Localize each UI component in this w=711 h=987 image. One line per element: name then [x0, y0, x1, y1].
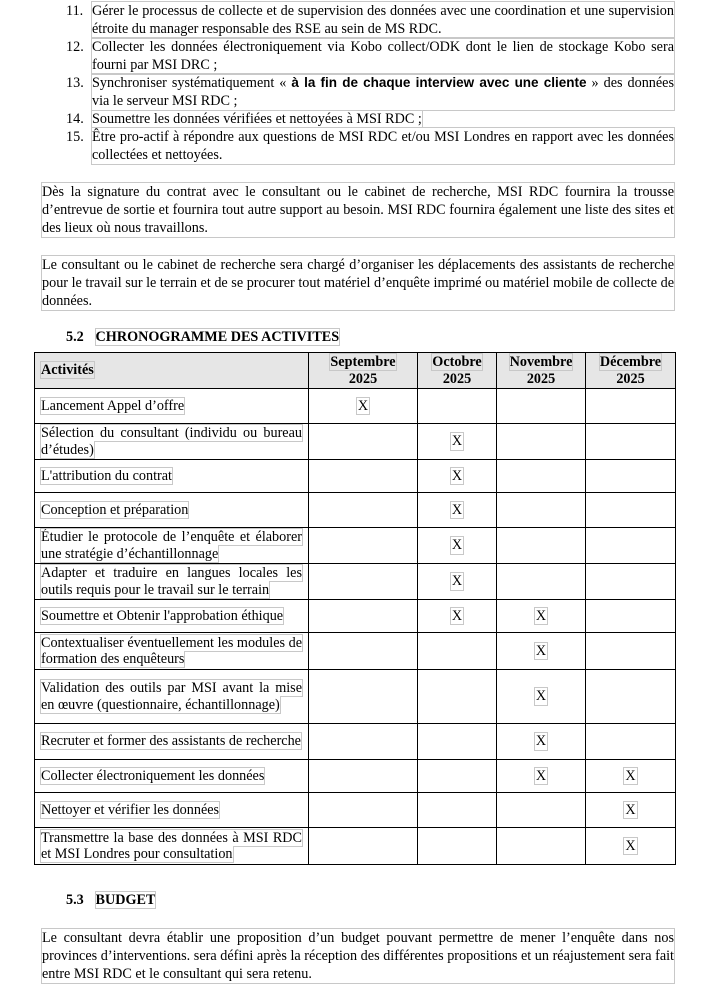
table-row — [35, 424, 676, 460]
scheduled-mark: X — [535, 767, 547, 784]
month-cell — [586, 724, 676, 760]
activity-label: Collecter électroniquement les données — [41, 767, 265, 784]
month-cell — [586, 564, 676, 600]
month-cell — [497, 460, 586, 493]
scheduled-mark: X — [451, 433, 463, 450]
table-row — [35, 724, 676, 760]
scheduled-mark: X — [535, 607, 547, 624]
scheduled-mark: X — [625, 767, 636, 784]
month-cell — [586, 424, 676, 460]
month-cell — [418, 793, 497, 828]
scheduled-mark: X — [535, 733, 547, 750]
activity-cell — [35, 564, 309, 600]
month-cell — [497, 760, 586, 793]
table-row — [35, 760, 676, 793]
activity-label: Étudier le protocole de l’enquête et élaborer une stratégie d’échantillonnage — [41, 529, 302, 562]
scheduled-mark: X — [535, 688, 547, 705]
section-number: 5.2 — [66, 329, 84, 345]
month-cell — [586, 528, 676, 564]
month-cell — [309, 633, 418, 670]
scheduled-mark: X — [451, 537, 463, 554]
month-cell — [418, 528, 497, 564]
scheduled-mark: X — [451, 501, 463, 518]
month-cell — [309, 528, 418, 564]
scheduled-mark: X — [357, 397, 369, 414]
activity-cell — [35, 828, 309, 865]
activity-label: Lancement Appel d’offre — [41, 397, 185, 414]
activity-cell — [35, 793, 309, 828]
scheduled-mark: X — [535, 642, 547, 659]
table-row — [35, 828, 676, 865]
activity-cell — [35, 424, 309, 460]
section-heading-budget — [66, 891, 155, 909]
month-cell — [497, 633, 586, 670]
month-cell — [497, 793, 586, 828]
list-item-text: Être pro-actif à répondre aux questions de MSI RDC et/ou MSI Londres en rapport avec les données collectées et nettoyées. — [92, 129, 674, 163]
month-cell — [418, 828, 497, 865]
activity-cell — [35, 528, 309, 564]
month-cell — [497, 389, 586, 424]
activity-cell — [35, 460, 309, 493]
month-cell — [497, 724, 586, 760]
list-item — [0, 110, 674, 128]
activity-label: Adapter et traduire en langues locales les outils requis pour le travail sur le terrain — [41, 565, 302, 598]
month-cell — [309, 724, 418, 760]
activity-cell — [35, 493, 309, 528]
activity-cell — [35, 724, 309, 760]
month-cell — [497, 670, 586, 724]
list-item-text-after: » des données via le serveur MSI RDC ; — [92, 75, 674, 109]
list-item-text: Soumettre les données vérifiées et nettoyées à MSI RDC ; — [92, 111, 422, 127]
scheduled-mark: X — [451, 573, 463, 590]
month-cell — [309, 760, 418, 793]
paragraph-budget: Le consultant devra établir une proposition d’un budget pouvant permettre de mener l’enquête dans nos provinces d’interventions. sera défini après la réception des différentes propositions et un réajustement sera fait entre MSI RDC et le consultant qui sera retenu. — [42, 930, 674, 982]
paragraph-logistics: Le consultant ou le cabinet de recherche sera chargé d’organiser les déplacements des assistants de recherche pour le travail sur le terrain et de se procurer tout matériel d’enquête imprimé ou matériel mobile de collecte de données. — [42, 257, 674, 309]
table-row — [35, 793, 676, 828]
month-cell — [309, 828, 418, 865]
table-row — [35, 600, 676, 633]
activity-schedule-table — [34, 352, 676, 865]
month-cell — [586, 633, 676, 670]
month-cell — [309, 493, 418, 528]
table-row — [35, 493, 676, 528]
activity-label: Contextualiser éventuellement les modules de formation des enquêteurs — [41, 634, 302, 667]
task-list — [0, 2, 711, 164]
month-cell — [586, 828, 676, 865]
scheduled-mark: X — [625, 801, 636, 818]
list-item — [0, 74, 674, 110]
month-cell — [418, 389, 497, 424]
month-cell — [309, 424, 418, 460]
column-header-month: Décembre 2025 — [586, 353, 676, 389]
list-item-number: 15. — [66, 129, 84, 145]
list-item — [0, 38, 674, 74]
column-header-month: Novembre 2025 — [497, 353, 586, 389]
month-cell — [418, 460, 497, 493]
month-cell — [309, 564, 418, 600]
list-item-number: 12. — [66, 39, 84, 55]
month-cell — [497, 828, 586, 865]
section-title: BUDGET — [95, 892, 156, 908]
activity-cell — [35, 670, 309, 724]
month-cell — [586, 389, 676, 424]
month-cell — [418, 564, 497, 600]
activity-label: Soumettre et Obtenir l'approbation éthique — [41, 607, 284, 624]
list-item-text — [92, 74, 674, 110]
month-cell — [309, 600, 418, 633]
month-cell — [418, 760, 497, 793]
list-item-text-bold: à la fin de chaque interview avec une cliente — [291, 75, 587, 90]
month-cell — [586, 670, 676, 724]
month-cell — [586, 760, 676, 793]
scheduled-mark: X — [451, 607, 463, 624]
activity-cell — [35, 600, 309, 633]
activity-cell — [35, 633, 309, 670]
month-cell — [586, 793, 676, 828]
list-item-number: 13. — [66, 75, 84, 91]
list-item-text-before: Synchroniser systématiquement « — [92, 75, 292, 91]
activity-label: L'attribution du contrat — [41, 467, 172, 484]
table-row — [35, 528, 676, 564]
section-title: CHRONOGRAMME DES ACTIVITES — [95, 329, 340, 345]
month-cell — [418, 424, 497, 460]
activity-cell — [35, 760, 309, 793]
activity-label: Sélection du consultant (individu ou bureau d’études) — [41, 425, 302, 458]
paragraph-contract-support: Dès la signature du contrat avec le consultant ou le cabinet de recherche, MSI RDC fournira la trousse d’entrevue de sortie et fournira tout autre support au besoin. MSI RDC fournira également une liste des sites et des lieux où nous travaillons. — [42, 184, 674, 236]
month-cell — [418, 633, 497, 670]
table-row — [35, 389, 676, 424]
column-header-month: Septembre 2025 — [309, 353, 418, 389]
month-cell — [497, 600, 586, 633]
month-cell — [586, 600, 676, 633]
table-row — [35, 670, 676, 724]
month-cell — [497, 528, 586, 564]
activity-cell — [35, 389, 309, 424]
month-cell — [497, 424, 586, 460]
activity-label: Validation des outils par MSI avant la mise en œuvre (questionnaire, échantillonnage) — [41, 680, 302, 713]
table-row — [35, 564, 676, 600]
month-cell — [497, 564, 586, 600]
list-item — [0, 2, 674, 38]
month-cell — [309, 793, 418, 828]
list-item-text: Gérer le processus de collecte et de supervision des données avec une coordination et une supervision étroite du manager responsable des RSE au sein de MS RDC. — [92, 3, 674, 37]
month-cell — [309, 460, 418, 493]
column-header-month: Octobre 2025 — [418, 353, 497, 389]
list-item — [0, 128, 674, 164]
activity-label: Conception et préparation — [41, 501, 189, 518]
list-item-number: 11. — [66, 3, 84, 19]
column-header-activities: Activités — [35, 353, 309, 389]
month-cell — [309, 670, 418, 724]
month-cell — [586, 460, 676, 493]
table-row — [35, 460, 676, 493]
table-body — [35, 389, 676, 865]
activity-label: Recruter et former des assistants de recherche — [41, 733, 301, 750]
month-cell — [418, 724, 497, 760]
list-item-number: 14. — [66, 111, 84, 127]
month-cell — [418, 493, 497, 528]
scheduled-mark: X — [625, 837, 636, 854]
section-heading-chronogramme — [66, 328, 339, 346]
activity-label: Nettoyer et vérifier les données — [41, 801, 220, 818]
section-number: 5.3 — [66, 892, 84, 908]
month-cell — [497, 493, 586, 528]
month-cell — [586, 493, 676, 528]
table-header-row — [35, 353, 676, 389]
table-row — [35, 633, 676, 670]
list-item-text: Collecter les données électroniquement via Kobo collect/ODK dont le lien de stockage Kobo sera fourni par MSI DRC ; — [92, 39, 674, 73]
month-cell — [309, 389, 418, 424]
month-cell — [418, 670, 497, 724]
scheduled-mark: X — [451, 467, 463, 484]
month-cell — [418, 600, 497, 633]
activity-label: Transmettre la base des données à MSI RDC et MSI Londres pour consultation — [41, 829, 302, 862]
